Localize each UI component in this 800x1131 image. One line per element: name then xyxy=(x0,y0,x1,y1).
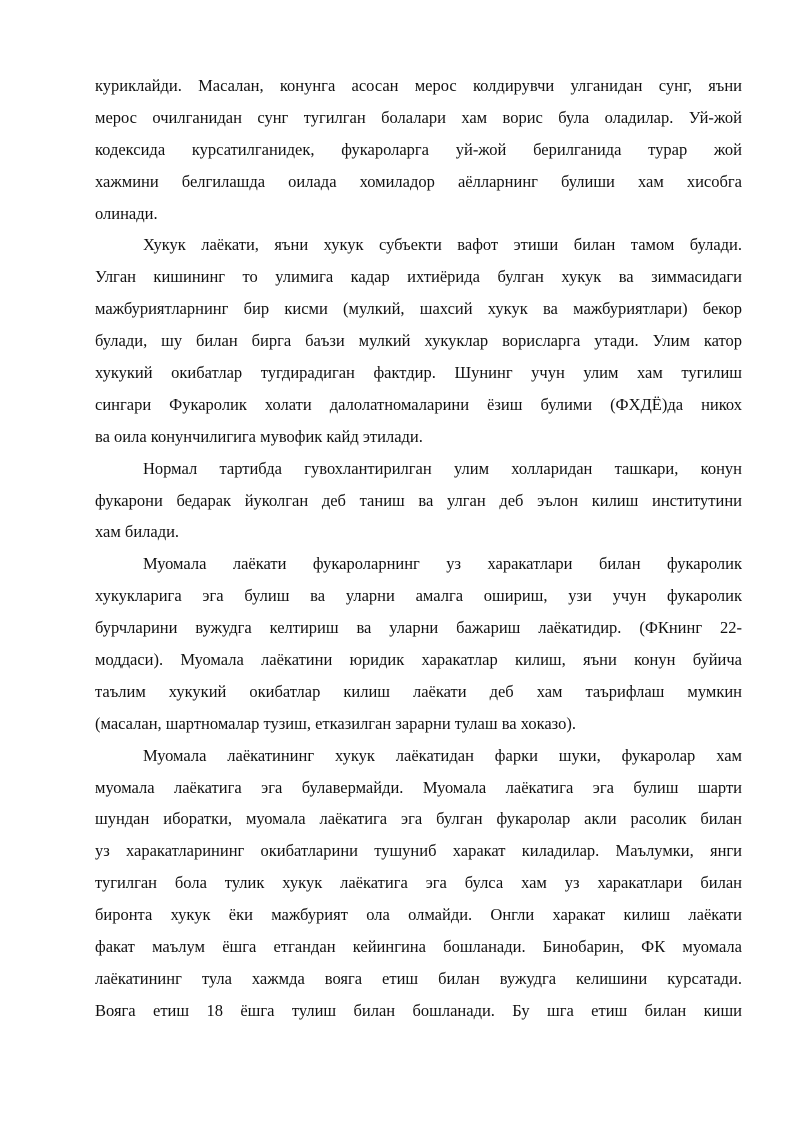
text-line: сингари Фукаролик холати далолатномаларини ёзиш булими (ФХДЁ)да никох xyxy=(95,394,742,414)
text-line: фукарони бедарак йуколган деб таниш ва улган деб эълон килиш институтини xyxy=(95,490,742,510)
text-line: Вояга етиш 18 ёшга тулиш билан бошланади. Бу шга етиш билан киши xyxy=(95,1000,742,1020)
text-line: уз харакатларининг окибатларини тушуниб харакат киладилар. Маълумки, янги xyxy=(95,841,742,861)
text-line: Муомала лаёкати фукароларнинг уз харакатлари билан фукаролик xyxy=(143,554,742,574)
text-line: факат маълум ёшга етгандан кейингина бошланади. Бинобарин, ФК муомала xyxy=(95,937,742,957)
text-line: Муомала лаёкатининг хукук лаёкатидан фарки шуки, фукаролар хам xyxy=(143,745,742,765)
text-line: (масалан, шартномалар тузиш, етказилган зарарни тулаш ва хоказо). xyxy=(95,713,576,733)
text-line: моддаси). Муомала лаёкатини юридик харакатлар килиш, яъни конун буйича xyxy=(95,650,742,670)
text-line: ва оила конунчилигига мувофик кайд этилади. xyxy=(95,426,423,446)
text-line: куриклайди. Масалан, конунга асосан мерос колдирувчи улганидан сунг, яъни xyxy=(95,76,742,95)
text-line: таълим хукукий окибатлар килиш лаёкати деб хам таърифлаш мумкин xyxy=(95,681,742,701)
text-line: Улган кишининг то улимига кадар ихтиёрида булган хукук ва зиммасидаги xyxy=(95,267,742,287)
text-line: хукукларига эга булиш ва уларни амалга ошириш, узи учун фукаролик xyxy=(95,586,742,606)
document-page xyxy=(95,70,742,1027)
text-line: тугилган бола тулик хукук лаёкатига эга булса хам уз харакатлари билан xyxy=(95,873,742,893)
text-line: бурчларини вужудга келтириш ва уларни бажариш лаёкатидир. (ФКнинг 22- xyxy=(95,618,742,638)
text-line: шундан иборатки, муомала лаёкатига эга булган фукаролар акли расолик билан xyxy=(95,809,742,829)
text-line: лаёкатининг тула хажмда вояга етиш билан вужудга келишини курсатади. xyxy=(95,968,742,988)
text-line: мажбуриятларнинг бир кисми (мулкий, шахсий хукук ва мажбуриятлари) бекор xyxy=(95,299,742,319)
text-line: олинади. xyxy=(95,203,158,223)
text-line: хажмини белгилашда оилада хомиладор аёлларнинг булиши хам хисобга xyxy=(95,171,742,191)
text-line: Хукук лаёкати, яъни хукук субъекти вафот этиши билан тамом булади. xyxy=(143,235,742,255)
text-line: кодексида курсатилганидек, фукароларга уй-жой берилганида турар жой xyxy=(95,139,742,159)
text-line: биронта хукук ёки мажбурият ола олмайди. Онгли харакат килиш лаёкати xyxy=(95,905,742,925)
text-line: булади, шу билан бирга баъзи мулкий хукуклар ворисларга утади. Улим катор xyxy=(95,331,742,351)
text-line: муомала лаёкатига эга булавермайди. Муомала лаёкатига эга булиш шарти xyxy=(95,777,742,797)
text-line: хукукий окибатлар тугдирадиган фактдир. Шунинг учун улим хам тугилиш xyxy=(95,363,742,383)
text-line: Нормал тартибда гувохлантирилган улим холларидан ташкари, конун xyxy=(143,458,742,478)
text-line: хам билади. xyxy=(95,522,180,542)
text-line: мерос очилганидан сунг тугилган болалари хам ворис була оладилар. Уй-жой xyxy=(95,107,742,127)
